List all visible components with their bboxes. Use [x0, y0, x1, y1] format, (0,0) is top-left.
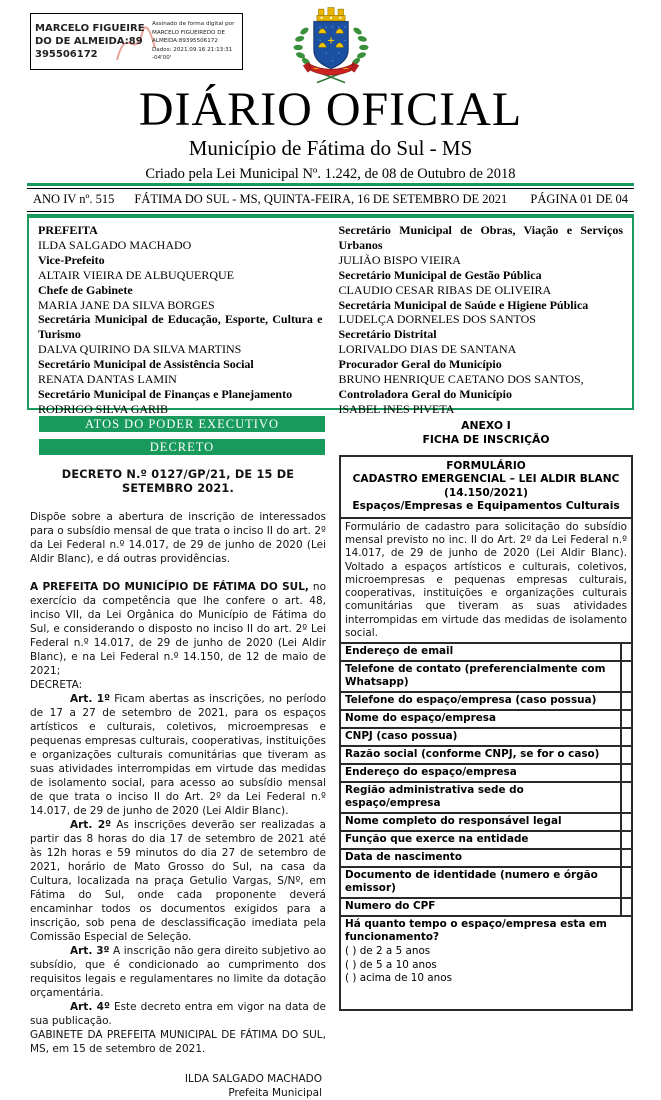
form-field-label: Nome do espaço/empresa [345, 712, 496, 725]
official-title: Secretária Municipal de Saúde e Higiene Pública [338, 297, 589, 312]
registration-form [339, 455, 633, 1011]
form-field-input[interactable] [620, 868, 631, 897]
article-text: As inscrições deverão ser realizadas a partir das 8 horas do dia 17 de setembro de 2021 até às 12h horas e 59 minutos do dia 27 de setembro de 2021, horário de Mato Grosso do Sul, na casa da Cultura, localizada na praça Getulio Vargas, S/Nº, em Fátima do Sul, onde cada proponente deverá encaminhar todos os documentos exigidos para a inscrição, sob pena de desclassificação imediata pela Comissão Especial de Seleção. [30, 819, 326, 943]
form-field-label: Endereço de email [345, 645, 454, 658]
form-field-label: Documento de identidade (numero e órgão emissor) [345, 869, 598, 895]
officials-box [27, 216, 634, 416]
form-field-input[interactable] [620, 783, 631, 812]
decree-article-1 [30, 692, 326, 818]
signature-details [152, 20, 238, 63]
official-name: RENATA DANTAS LAMIN [38, 372, 177, 387]
decree-preamble-text: no exercício da competência que lhe confere o art. 48, inciso VII, da Lei Orgânica do Município de Fátima do Sul, e considerando o disposto no inciso II do art. 2º Lei Federal n.º 14.017, de 29 de junho de 2020 (Lei Aldir Blanc), e na Lei Federal n.º 14.150, de 12 de maio de 2021; [30, 581, 326, 677]
form-field-business-name [341, 711, 631, 729]
form-field-label: Nome completo do responsável legal [345, 815, 562, 828]
form-field-cnpj [341, 729, 631, 747]
form-field-cpf [341, 899, 631, 917]
annex-title [339, 419, 633, 446]
form-field-label: Data de nascimento [345, 851, 463, 864]
signature-detail-line: Assinado de forma digital por [152, 20, 235, 27]
radio-option-over-10-years[interactable]: ( ) acima de 10 anos [345, 972, 453, 985]
official-name: LUDELÇA DORNELES DOS SANTOS [338, 312, 536, 327]
official-title: Controladora Geral do Município [338, 386, 512, 401]
official-name: ISABEL INES PIVETA [338, 401, 455, 416]
decree-body [30, 468, 326, 1100]
decree-ementa: Dispõe sobre a abertura de inscrição de interessados para o subsídio mensal de que trata o inciso II do art. 2º da Lei Federal n.º 14.017, de 29 de junho de 2020 (Lei Aldir Blanc), e dá outras providências. [30, 511, 326, 565]
crown-icon [317, 8, 345, 21]
form-field-input[interactable] [620, 747, 631, 763]
form-field-input[interactable] [620, 693, 631, 709]
form-field-label: CNPJ (caso possua) [345, 730, 458, 743]
form-header-line: (14.150/2021) [444, 486, 528, 499]
form-field-birthdate [341, 850, 631, 868]
official-name: RODRIGO SILVA GARIB [38, 401, 169, 416]
official-title: Secretário Distrital [338, 327, 437, 342]
signer-role: Prefeita Municipal [228, 1087, 322, 1099]
form-field-input[interactable] [620, 729, 631, 745]
article-text: A inscrição não gera direito subjetivo ao subsídio, que é condicionado ao cumprimento dos requisitos legais e regulamentares no limite da dotação orçamentária. [30, 945, 326, 999]
masthead [0, 84, 661, 183]
decree-preamble [30, 580, 326, 678]
decree-title: DECRETO N.º 0127/GP/21, DE 15 DE SETEMBRO 2021. [61, 468, 295, 495]
municipality-subtitle: Município de Fátima do Sul - MS [188, 136, 473, 160]
official-title: Secretário Municipal de Assistência Social [38, 357, 254, 372]
edition-number: ANO IV nº. 515 [33, 192, 115, 206]
creation-law-line: Criado pela Lei Municipal Nº. 1.242, de 08 de Outubro de 2018 [145, 166, 516, 182]
form-field-input[interactable] [620, 832, 631, 848]
decree-preamble-lead: A PREFEITA DO MUNICÍPIO DE FÁTIMA DO SUL, [30, 581, 309, 593]
officials-left-column [38, 223, 323, 416]
official-title: Procurador Geral do Município [338, 357, 502, 372]
annex-title-line1: ANEXO I [461, 419, 511, 432]
decree-gabinete-line: GABINETE DA PREFEITA MUNICIPAL DE FÁTIMA DO SUL, MS, em 15 de setembro de 2021. [30, 1029, 326, 1055]
officials-right-column [338, 223, 624, 416]
official-title: PREFEITA [38, 223, 98, 237]
official-title: Vice-Prefeito [38, 252, 105, 267]
form-header-line: FORMULÁRIO [446, 460, 526, 472]
article-label: Art. 4º [70, 1001, 110, 1013]
form-field-input[interactable] [620, 814, 631, 830]
form-field-input[interactable] [620, 644, 631, 660]
official-name: MARIA JANE DA SILVA BORGES [38, 297, 215, 312]
official-title: Secretário Municipal de Finanças e Planejamento [38, 386, 293, 401]
annex-title-line2: FICHA DE INSCRIÇÃO [422, 432, 550, 446]
form-field-legal-representative [341, 814, 631, 832]
article-label: Art. 3º [70, 945, 110, 957]
signature-detail-line: ALMEIDA:89395506172 [152, 38, 218, 45]
form-field-label: Função que exerce na entidade [345, 833, 529, 846]
section-bar-decree: DECRETO [39, 439, 325, 455]
form-field-label: Numero do CPF [345, 900, 436, 913]
official-name: ALTAIR VIEIRA DE ALBUQUERQUE [38, 267, 235, 282]
form-field-input[interactable] [620, 711, 631, 727]
official-name: DALVA QUIRINO DA SILVA MARTINS [38, 342, 242, 357]
form-field-contact-phone [341, 662, 631, 693]
form-field-id-document [341, 868, 631, 899]
form-field-label: Endereço do espaço/empresa [345, 766, 517, 779]
shield-icon [314, 22, 348, 69]
form-header [341, 457, 631, 519]
signature-detail-line: Dados: 2021.09.16 21:13:31 -04'00' [152, 46, 233, 62]
official-name: BRUNO HENRIQUE CAETANO DOS SANTOS, [338, 372, 584, 387]
decreta-line: DECRETA: [30, 679, 83, 691]
official-title: Secretário Municipal de Obras, Viação e Serviços Urbanos [338, 223, 623, 252]
decree-article-2 [30, 818, 326, 944]
form-field-operating-time [341, 917, 631, 1009]
signer-name: MARCELO FIGUEIREDO DE ALMEIDA:89395506172 [35, 23, 145, 60]
radio-option-5-10-years[interactable]: ( ) de 5 a 10 anos [345, 958, 437, 971]
form-field-address [341, 765, 631, 783]
coat-of-arms [283, 6, 379, 92]
form-field-label: Razão social (conforme CNPJ, se for o caso) [345, 748, 600, 761]
annex-column [339, 419, 633, 1011]
form-header-line: CADASTRO EMERGENCIAL – LEI ALDIR BLANC [352, 473, 620, 486]
official-name: CLAUDIO CESAR RIBAS DE OLIVEIRA [338, 282, 552, 297]
signature-detail-line: MARCELO FIGUEIREDO DE [152, 29, 226, 36]
decree-article-4 [30, 1000, 326, 1028]
official-title: Secretário Municipal de Gestão Pública [338, 267, 542, 282]
form-field-input[interactable] [620, 765, 631, 781]
signer-name: ILDA SALGADO MACHADO [184, 1073, 322, 1085]
official-title: Chefe de Gabinete [38, 282, 133, 297]
form-field-input[interactable] [620, 899, 631, 915]
edition-info-band [27, 183, 634, 217]
form-field-email [341, 644, 631, 662]
digital-signature-box [30, 13, 243, 70]
form-field-input[interactable] [620, 662, 631, 691]
form-field-label: Telefone de contato (preferencialmente com Whatsapp) [345, 663, 606, 689]
article-label: Art. 2º [70, 819, 112, 831]
gazette-title: DIÁRIO OFICIAL [138, 83, 523, 136]
decree-signature-block [30, 1072, 326, 1100]
form-field-input[interactable] [620, 850, 631, 866]
form-field-label: Telefone do espaço/empresa (caso possua) [345, 694, 597, 707]
official-name: LORIVALDO DIAS DE SANTANA [338, 342, 517, 357]
form-field-razao-social [341, 747, 631, 765]
article-label: Art. 1º [70, 693, 111, 705]
form-field-role [341, 832, 631, 850]
edition-place-date: FÁTIMA DO SUL - MS, QUINTA-FEIRA, 16 DE SETEMBRO DE 2021 [134, 192, 508, 206]
official-name: JULIÃO BISPO VIEIRA [338, 252, 461, 267]
form-header-line: Espaços/Empresas e Equipamentos Culturais [352, 500, 620, 513]
official-name: ILDA SALGADO MACHADO [38, 237, 192, 252]
question-label: Há quanto tempo o espaço/empresa esta em funcionamento? [345, 918, 607, 944]
article-text: Ficam abertas as inscrições, no período de 17 a 27 de setembro de 2021, para os espaços artísticos e culturais, coletivos, microempresas e pequenas empresas culturais, cooperativas, instituições e organizações culturais comunitárias que tiveram as suas atividades interrompidas em virtude das medidas de isolamento social, para acesso ao subsídio mensal de que trata o inciso II do Art. 2º da Lei Federal n.º 14.017, de 29 de junho de 2020 (Lei Aldir Blanc). [30, 693, 326, 817]
section-bar-executive-acts: ATOS DO PODER EXECUTIVO [39, 416, 325, 432]
official-title: Secretária Municipal de Educação, Esporte, Cultura e Turismo [38, 312, 323, 342]
decree-article-3 [30, 944, 326, 1000]
article-text: Este decreto entra em vigor na data de sua publicação. [30, 1001, 326, 1027]
decree-column [30, 416, 326, 1100]
form-field-label: Região administrativa sede do espaço/empresa [345, 784, 524, 810]
radio-option-2-5-years[interactable]: ( ) de 2 a 5 anos [345, 945, 431, 958]
page-counter: PÁGINA 01 DE 04 [530, 192, 628, 206]
form-field-business-phone [341, 693, 631, 711]
form-field-region [341, 783, 631, 814]
form-description: Formulário de cadastro para solicitação do subsídio mensal previsto no inc. II do Art. 2º da Lei Federal n.º 14.017, de 29 de junho de 2020 (Lei Aldir Blanc). Voltado a espaços artísticos e culturais, coletivos, microempresas e pequenas empresas culturais, cooperativas, instituições e organizações culturais comunitárias que tiveram as suas atividades interrompidas em virtude das medidas de isolamento social. [341, 519, 631, 645]
